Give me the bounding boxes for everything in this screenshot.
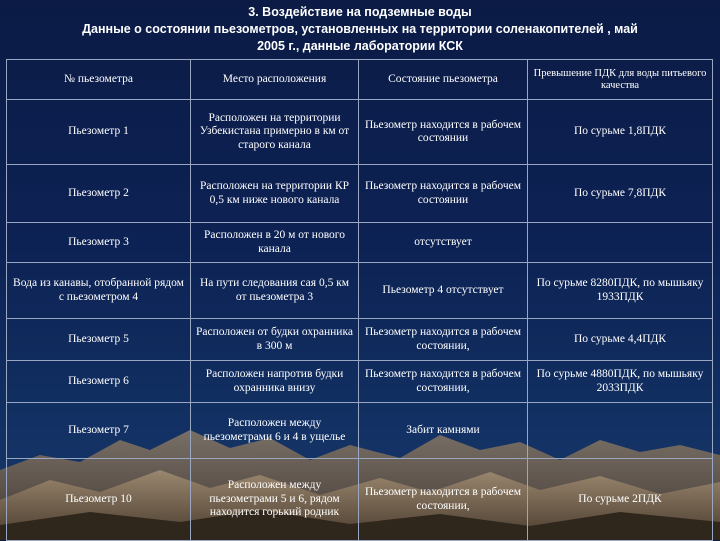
slide-subtitle-line2: 2005 г., данные лаборатории КСК [257,39,463,53]
table-row [7,361,713,403]
cell-location: Расположен напротив будки охранника внизу [191,361,359,403]
column-header-piezometer-number: № пьезометра [7,60,191,100]
column-header-mpc-exceedance: Превышение ПДК для воды питьевого качества [528,60,713,100]
cell-piezometer: Пьезометр 7 [7,403,191,459]
cell-mpc [528,403,713,459]
slide-header [0,4,720,55]
cell-mpc: По сурьме 8280ПДК, по мышьяку 1933ПДК [528,263,713,319]
table-row [7,459,713,541]
cell-location: Расположен на территории Узбекистана примерно в км от старого канала [191,100,359,165]
table-row [7,403,713,459]
column-header-status: Состояние пьезометра [359,60,528,100]
cell-piezometer: Пьезометр 3 [7,223,191,263]
table-row [7,165,713,223]
cell-status: отсутствует [359,223,528,263]
cell-mpc: По сурьме 1,8ПДК [528,100,713,165]
cell-location: Расположен в 20 м от нового канала [191,223,359,263]
cell-status: Забит камнями [359,403,528,459]
piezometer-status-table [6,59,713,541]
cell-location: Расположен от будки охранника в 300 м [191,319,359,361]
table-row [7,263,713,319]
cell-status: Пьезометр 4 отсутствует [359,263,528,319]
cell-mpc [528,223,713,263]
cell-piezometer: Вода из канавы, отобранной рядом с пьезометром 4 [7,263,191,319]
table-row [7,319,713,361]
slide-subtitle-line1: Данные о состоянии пьезометров, установленных на территории соленакопителей , май [82,22,638,36]
table-row [7,100,713,165]
cell-location: Расположен на территории КР 0,5 км ниже нового канала [191,165,359,223]
cell-mpc: По сурьме 4880ПДК, по мышьяку 2033ПДК [528,361,713,403]
cell-piezometer: Пьезометр 10 [7,459,191,541]
cell-location: Расположен между пьезометрами 5 и 6, рядом находится горький родник [191,459,359,541]
cell-piezometer: Пьезометр 1 [7,100,191,165]
cell-status: Пьезометр находится в рабочем состоянии, [359,361,528,403]
cell-status: Пьезометр находится в рабочем состоянии [359,100,528,165]
table-header-row [7,60,713,100]
table-row [7,223,713,263]
cell-location: На пути следования сая 0,5 км от пьезометра 3 [191,263,359,319]
cell-piezometer: Пьезометр 2 [7,165,191,223]
cell-mpc: По сурьме 4,4ПДК [528,319,713,361]
cell-status: Пьезометр находится в рабочем состоянии, [359,459,528,541]
cell-location: Расположен между пьезометрами 6 и 4 в ущелье [191,403,359,459]
slide-title: 3. Воздействие на подземные воды [248,5,472,19]
column-header-location: Место расположения [191,60,359,100]
cell-status: Пьезометр находится в рабочем состоянии, [359,319,528,361]
cell-piezometer: Пьезометр 5 [7,319,191,361]
cell-mpc: По сурьме 2ПДК [528,459,713,541]
cell-mpc: По сурьме 7,8ПДК [528,165,713,223]
cell-status: Пьезометр находится в рабочем состоянии [359,165,528,223]
cell-piezometer: Пьезометр 6 [7,361,191,403]
